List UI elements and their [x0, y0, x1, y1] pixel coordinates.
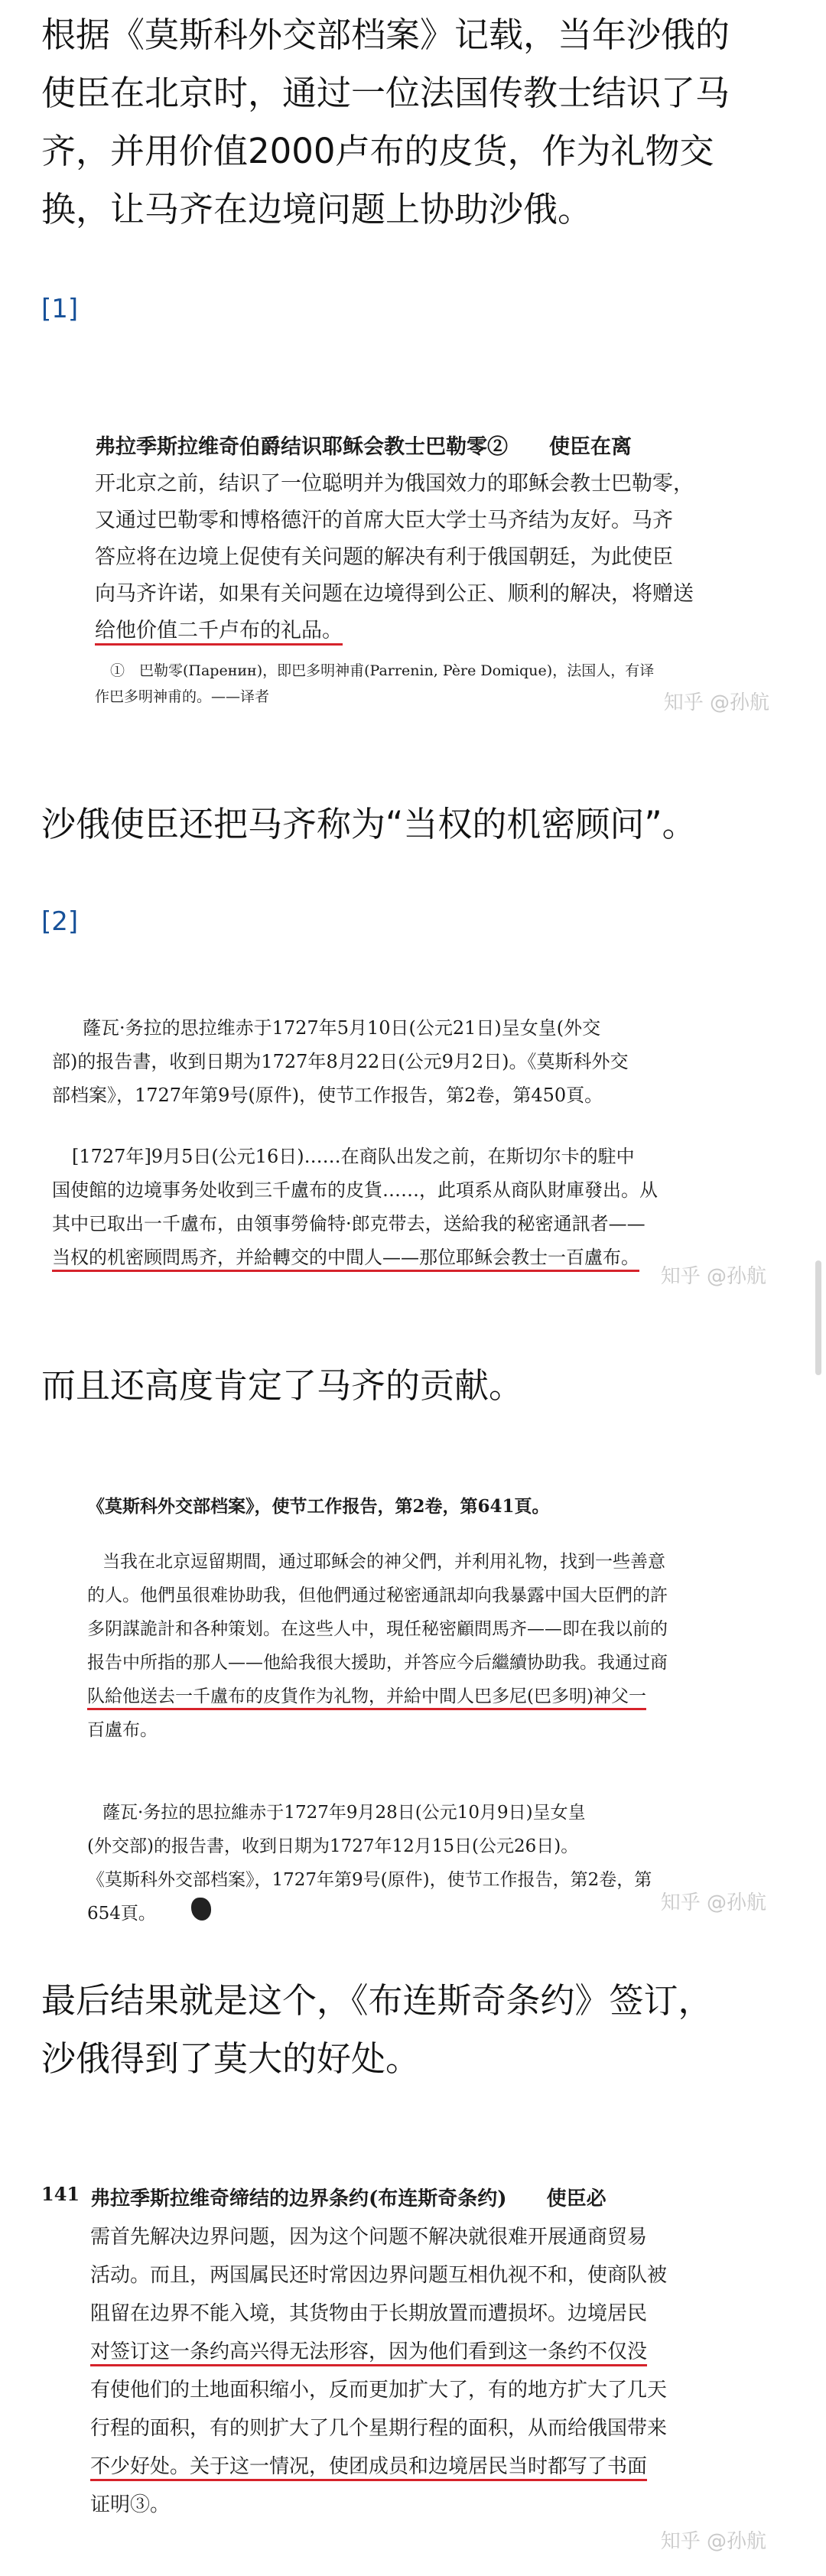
scan-3-line: 《莫斯科外交部档案》，1727年第9号(原件)，使节工作报告，第2卷，第: [87, 1870, 652, 1890]
paragraph-4: [41, 1972, 785, 2088]
scan-4-line: 弗拉季斯拉维奇缔结的边界条约(布连斯奇条约) 使臣必: [90, 2187, 606, 2210]
scan-3-line: 的人。他們虽很难协助我，但他們通过秘密通訊却向我暴露中国大臣們的許: [87, 1586, 668, 1605]
scan-2-line: 部)的报告書，收到日期为1727年8月22日(公元9月2日)。《莫斯科外交: [52, 1051, 629, 1072]
scan-4-line: 阻留在边界不能入境，其货物由于长期放置而遭损坏。边境居民: [90, 2302, 648, 2325]
scan-1-footnote: ① 巴勒零(Паренин)，即巴多明神甫(Parrenin, Père Domique)，法国人，有译: [110, 662, 655, 679]
paragraph-4-line: 沙俄得到了莫大的好处。: [41, 2038, 421, 2079]
paragraph-1-line: 换，让马齐在边境问题上协助沙俄。: [41, 189, 593, 229]
scan-2-line: 其中已取出一千盧布，由領事勞倫特·郎克带去，送給我的秘密通訊者——: [52, 1213, 646, 1234]
scan-image-4: [41, 2149, 785, 2576]
scan-4-line: 活动。而且，两国属民还时常因边界问题互相仇视不和，使商队被: [90, 2264, 668, 2287]
scan-4-line: 需首先解决边界问题，因为这个问题不解决就很难开展通商贸易: [90, 2226, 648, 2249]
scan-4-line: 有使他们的土地面积缩小，反而更加扩大了，有的地方扩大了几天: [90, 2379, 668, 2402]
scan-1-line: 又通过巴勒零和博格德汗的首席大臣大学士马齐结为友好。马齐: [95, 509, 673, 532]
scan-1-footnote: 作巴多明神甫的。——译者: [95, 688, 270, 705]
paragraph-3: 而且还高度肯定了马齐的贡献。: [41, 1365, 524, 1406]
page-number: 141: [41, 2183, 80, 2205]
scan-1-line: 开北京之前，结识了一位聪明并为俄国效力的耶稣会教士巴勒零，: [95, 472, 694, 496]
paragraph-1-line: 根据《莫斯科外交部档案》记载，当年沙俄的: [41, 15, 730, 55]
scan-image-3: [41, 1457, 785, 1925]
scan-4-line: 行程的面积，有的则扩大了几个星期行程的面积，从而给俄国带来: [90, 2417, 668, 2440]
watermark: 知乎 @孙航: [660, 1265, 766, 1288]
scan-image-2: [41, 994, 785, 1316]
scan-3-line: 报告中所指的那人——他給我很大援助，并答应今后繼續协助我。我通过商: [87, 1653, 668, 1673]
paragraph-4-line: 最后结果就是这个，《布连斯奇条约》签订，: [41, 1980, 713, 2021]
ink-smudge: [191, 1898, 211, 1921]
scan-2-line: [1727年]9月5日(公元16日)……在商队出发之前，在斯切尔卡的駐中: [72, 1146, 635, 1167]
scan-3-line: 《莫斯科外交部档案》，使节工作报告，第2卷，第641頁。: [87, 1496, 550, 1517]
reference-link-1[interactable]: [1]: [41, 294, 79, 324]
scrollbar[interactable]: [815, 1260, 821, 1375]
scan-2-line: 国使館的边境事务处收到三千盧布的皮貨……，此項系从商队財庫發出。从: [52, 1179, 658, 1201]
watermark: 知乎 @孙航: [660, 1891, 766, 1914]
scan-3-line: 多阴謀詭計和各种策划。在这些人中，現任秘密顧問馬齐——即在我以前的: [87, 1619, 668, 1639]
scan-image-1: [41, 413, 785, 750]
paragraph-2: 沙俄使臣还把马齐称为“当权的机密顾问”。: [41, 804, 697, 844]
scan-1-line: 答应将在边境上促使有关问题的解决有利于俄国朝廷，为此使臣: [95, 545, 673, 569]
scan-2-line: 部档案》，1727年第9号(原件)，使节工作报告，第2卷，第450頁。: [52, 1085, 603, 1106]
reference-link-2[interactable]: [2]: [41, 906, 79, 937]
scan-3-line: (外交部)的报告書，收到日期为1727年12月15日(公元26日)。: [87, 1836, 579, 1856]
paragraph-1-line: 齐，并用价值2000卢布的皮货，作为礼物交: [41, 131, 714, 171]
scan-1-line: 弗拉季斯拉维奇伯爵结识耶稣会教士巴勒零② 使臣在离: [95, 435, 632, 459]
watermark: 知乎 @孙航: [663, 691, 769, 714]
paragraph-1-line: 使臣在北京时，通过一位法国传教士结识了马: [41, 73, 730, 113]
scan-3-line: 队給他送去一千盧布的皮貨作为礼物，并給中間人巴多尼(巴多明)神父一: [87, 1686, 646, 1706]
scan-3-line: 654頁。: [87, 1904, 156, 1924]
scan-3-line: 当我在北京逗留期間，通过耶稣会的神父們，并利用礼物，找到一些善意: [102, 1552, 665, 1572]
scan-3-line: 百盧布。: [87, 1720, 158, 1740]
scan-3-line: 蕯瓦·务拉的思拉維赤于1727年9月28日(公元10月9日)呈女皇: [102, 1803, 586, 1823]
scan-2-line: 蕯瓦·务拉的思拉维赤于1727年5月10日(公元21日)呈女皇(外交: [83, 1017, 601, 1039]
scan-4-line: 不少好处。关于这一情况，使团成员和边境居民当时都写了书面: [90, 2455, 648, 2478]
scan-4-line: 对签订这一条约高兴得无法形容，因为他们看到这一条约不仅没: [90, 2340, 648, 2363]
watermark: 知乎 @孙航: [660, 2530, 766, 2553]
scan-1-line: 给他价值二千卢布的礼品。: [95, 619, 343, 642]
paragraph-1: [41, 6, 785, 239]
scan-2-line: 当权的机密顾問馬齐，并給轉交的中間人——那位耶稣会教士一百盧布。: [52, 1247, 639, 1268]
scan-1-line: 向马齐许诺，如果有关问题在边境得到公正、顺利的解决，将赠送: [95, 582, 694, 606]
scan-4-line: 证明③。: [90, 2493, 171, 2516]
